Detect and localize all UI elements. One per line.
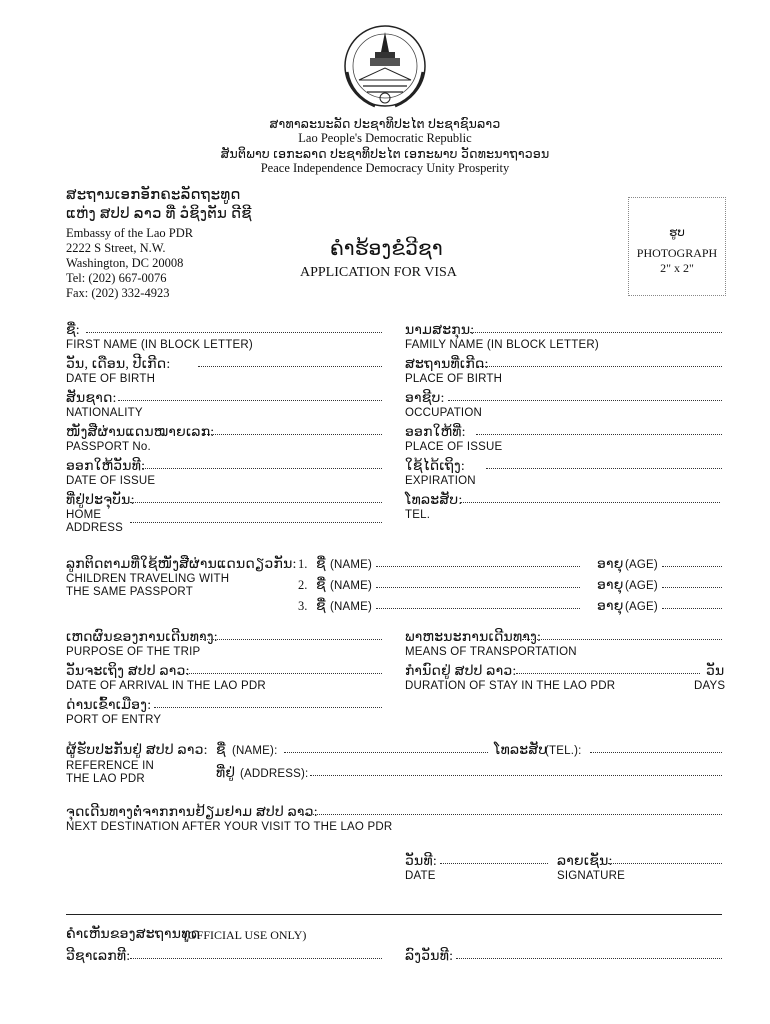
official-date-label-lao: ລົງວັນທີ: — [405, 949, 454, 964]
child-name-field[interactable] — [376, 577, 580, 588]
children-label-1: CHILDREN TRAVELING WITH — [66, 573, 230, 585]
children-label-lao: ລູກຕິດຕາມທີ່ໃຊ້ໜັງສືຜ່ານແດນດຽວກັນ: — [66, 557, 297, 572]
title-en: APPLICATION FOR VISA — [300, 265, 457, 280]
nationality-label: NATIONALITY — [66, 407, 143, 419]
nationality-label-lao: ສັນຊາດ: — [66, 391, 117, 406]
reference-label-2: THE LAO PDR — [66, 773, 145, 785]
place-of-birth-label-lao: ສະຖານທີ່ເກີດ: — [405, 357, 489, 372]
visa-number-label-lao: ວີຊາເລກທີ: — [66, 949, 131, 964]
family-name-label: FAMILY NAME (IN BLOCK LETTER) — [405, 339, 599, 351]
occupation-label: OCCUPATION — [405, 407, 482, 419]
child-age-label: (AGE) — [625, 559, 658, 571]
purpose-label-lao: ເຫດຜົນຂອງການເດີນທາງ: — [66, 630, 218, 645]
days-label: DAYS — [694, 680, 726, 692]
official-date-field[interactable] — [456, 948, 722, 959]
child-number: 2. — [298, 578, 308, 592]
child-age-field[interactable] — [662, 556, 722, 567]
photo-size: 2" x 2" — [660, 261, 694, 275]
place-of-issue-field[interactable] — [476, 424, 722, 435]
child-name-lao: ຊື່ — [316, 599, 326, 614]
occupation-field[interactable] — [448, 390, 722, 401]
means-label-lao: ພາຫະນະການເດີນທາງ: — [405, 630, 542, 645]
issue-date-field[interactable] — [142, 458, 382, 469]
embassy-lao-line2: ແຫ່ງ ສປປ ລາວ ທີ່ ວໍຊິງຕັນ ດີຊີ — [66, 206, 252, 222]
purpose-field[interactable] — [200, 629, 382, 640]
embassy-street: 2222 S Street, N.W. — [66, 241, 166, 255]
embassy-city: Washington, DC 20008 — [66, 256, 184, 270]
divider-rule — [66, 914, 722, 915]
embassy-name: Embassy of the Lao PDR — [66, 226, 194, 240]
home-address-field-1[interactable] — [130, 492, 382, 503]
photo-lao: ຮູບ — [668, 225, 686, 239]
embassy-lao-line1: ສະຖານເອກອັກຄະລັດຖະທູດ — [66, 187, 241, 203]
duration-field[interactable] — [516, 663, 700, 674]
expiration-label: EXPIRATION — [405, 475, 476, 487]
arrival-label: DATE OF ARRIVAL IN THE LAO PDR — [66, 680, 266, 692]
first-name-label: FIRST NAME (IN BLOCK LETTER) — [66, 339, 253, 351]
expiration-label-lao: ໃຊ້ໄດ້ເຖິງ: — [405, 459, 466, 474]
child-name-field[interactable] — [376, 598, 580, 609]
date-field[interactable] — [440, 853, 548, 864]
child-number: 1. — [298, 557, 308, 571]
passport-label-lao: ໜັງສືຜ່ານແດນໝາຍເລກ: — [66, 425, 215, 440]
tel-label-lao: ໂທລະສັບ: — [405, 493, 463, 508]
embassy-tel: Tel: (202) 667-0076 — [66, 271, 167, 285]
first-name-label-lao: ຊື່: — [66, 323, 80, 338]
means-field[interactable] — [522, 629, 722, 640]
children-label-2: THE SAME PASSPORT — [66, 586, 193, 598]
child-number: 3. — [298, 599, 308, 613]
expiration-field[interactable] — [486, 458, 722, 469]
official-use-label-lao: ຄຳເຫັນຂອງສະຖານທູດ — [66, 927, 201, 942]
home-address-field-2[interactable] — [130, 512, 382, 523]
first-name-field[interactable] — [86, 322, 382, 333]
child-age-lao: ອາຍຸ — [597, 578, 624, 593]
occupation-label-lao: ອາຊີບ: — [405, 391, 445, 406]
header-motto: Peace Independence Democracy Unity Prosperity — [260, 161, 510, 175]
date-label: DATE — [405, 870, 436, 882]
reference-address-field[interactable] — [310, 765, 722, 776]
child-name-field[interactable] — [376, 556, 580, 567]
reference-address-lao: ທີ່ຢູ່ — [216, 766, 236, 781]
place-of-birth-field[interactable] — [480, 356, 722, 367]
dob-label-lao: ວັນ, ເດືອນ, ປີເກີດ: — [66, 357, 171, 372]
lao-national-emblem — [337, 22, 433, 110]
child-age-field[interactable] — [662, 577, 722, 588]
reference-label-1: REFERENCE IN — [66, 760, 155, 772]
child-name-lao: ຊື່ — [316, 557, 326, 572]
home-address-label-lao: ທີ່ຢູ່ປະຈຸບັນ: — [66, 493, 135, 508]
child-age-field[interactable] — [662, 598, 722, 609]
arrival-label-lao: ວັນຈະເຖິງ ສປປ ລາວ: — [66, 664, 190, 679]
child-name-label: (NAME) — [330, 580, 373, 592]
tel-field[interactable] — [460, 492, 720, 503]
reference-tel-label: (TEL.): — [545, 745, 582, 757]
title-lao: ຄຳຮ້ອງຂໍວີຊາ — [330, 238, 443, 260]
child-name-label: (NAME) — [330, 601, 373, 613]
reference-name-field[interactable] — [284, 742, 488, 753]
visa-number-field[interactable] — [130, 948, 382, 959]
signature-label: SIGNATURE — [557, 870, 626, 882]
reference-name-lao: ຊື່ — [216, 743, 226, 758]
arrival-date-field[interactable] — [186, 663, 382, 674]
embassy-fax: Fax: (202) 332-4923 — [66, 286, 170, 300]
duration-unit-lao: ວັນ — [706, 664, 725, 679]
photo-box[interactable] — [628, 197, 726, 296]
child-name-label: (NAME) — [330, 559, 373, 571]
means-label: MEANS OF TRANSPORTATION — [405, 646, 577, 658]
issue-date-label: DATE OF ISSUE — [66, 475, 156, 487]
date-label-lao: ວັນທີ: — [405, 854, 437, 869]
reference-tel-field[interactable] — [590, 742, 722, 753]
home-address-label: HOME — [66, 509, 102, 521]
official-use-label: (OFFICIAL USE ONLY) — [184, 928, 307, 942]
place-of-issue-label: PLACE OF ISSUE — [405, 441, 503, 453]
place-of-birth-label: PLACE OF BIRTH — [405, 373, 503, 385]
passport-number-field[interactable] — [202, 424, 382, 435]
header-lao-country: ສາທາລະນະລັດ ປະຊາທິປະໄຕ ປະຊາຊົນລາວ — [269, 117, 501, 131]
purpose-label: PURPOSE OF THE TRIP — [66, 646, 201, 658]
family-name-field[interactable] — [470, 322, 722, 333]
place-of-issue-label-lao: ອອກໃຫ້ທີ່: — [405, 425, 466, 440]
child-name-lao: ຊື່ — [316, 578, 326, 593]
port-of-entry-field[interactable] — [154, 697, 382, 708]
passport-label: PASSPORT No. — [66, 441, 151, 453]
port-label: PORT OF ENTRY — [66, 714, 162, 726]
child-age-lao: ອາຍຸ — [597, 599, 624, 614]
child-age-lao: ອາຍຸ — [597, 557, 624, 572]
tel-label: TEL. — [405, 509, 431, 521]
child-age-label: (AGE) — [625, 601, 658, 613]
reference-label-lao: ຜູ້ຮັບປະກັນຢູ່ ສປປ ລາວ: — [66, 743, 208, 758]
reference-name-label: (NAME): — [232, 745, 278, 757]
dob-field[interactable] — [198, 356, 382, 367]
header-lao-motto: ສັນຕິພາບ ເອກະລາດ ປະຊາທິປະໄຕ ເອກະພາບ ວັດທະນາຖາວອນ — [220, 147, 550, 161]
duration-label-lao: ກຳນົດຢູ່ ສປປ ລາວ: — [405, 664, 517, 679]
family-name-label-lao: ນາມສະກຸນ: — [405, 323, 475, 338]
port-label-lao: ດ່ານເຂົ້າເມືອງ: — [66, 698, 152, 713]
reference-tel-lao: ໂທລະສັບ — [494, 743, 548, 758]
photo-label: PHOTOGRAPH — [636, 246, 718, 260]
next-destination-label-lao: ຈຸດເດີນທາງຕໍ່ຈາກການຢ້ຽມຢາມ ສປປ ລາວ: — [66, 805, 318, 820]
signature-field[interactable] — [608, 853, 722, 864]
signature-label-lao: ລາຍເຊັນ: — [557, 854, 613, 869]
issue-date-label-lao: ອອກໃຫ້ວັນທີ: — [66, 459, 146, 474]
home-address-label-2: ADDRESS — [66, 522, 123, 534]
duration-label: DURATION OF STAY IN THE LAO PDR — [405, 680, 616, 692]
next-destination-field[interactable] — [300, 804, 722, 815]
child-age-label: (AGE) — [625, 580, 658, 592]
nationality-field[interactable] — [118, 390, 382, 401]
reference-address-label: (ADDRESS): — [240, 768, 309, 780]
header-country: Lao People's Democratic Republic — [298, 131, 472, 145]
dob-label: DATE OF BIRTH — [66, 373, 156, 385]
next-destination-label: NEXT DESTINATION AFTER YOUR VISIT TO THE LAO PDR — [66, 821, 393, 833]
